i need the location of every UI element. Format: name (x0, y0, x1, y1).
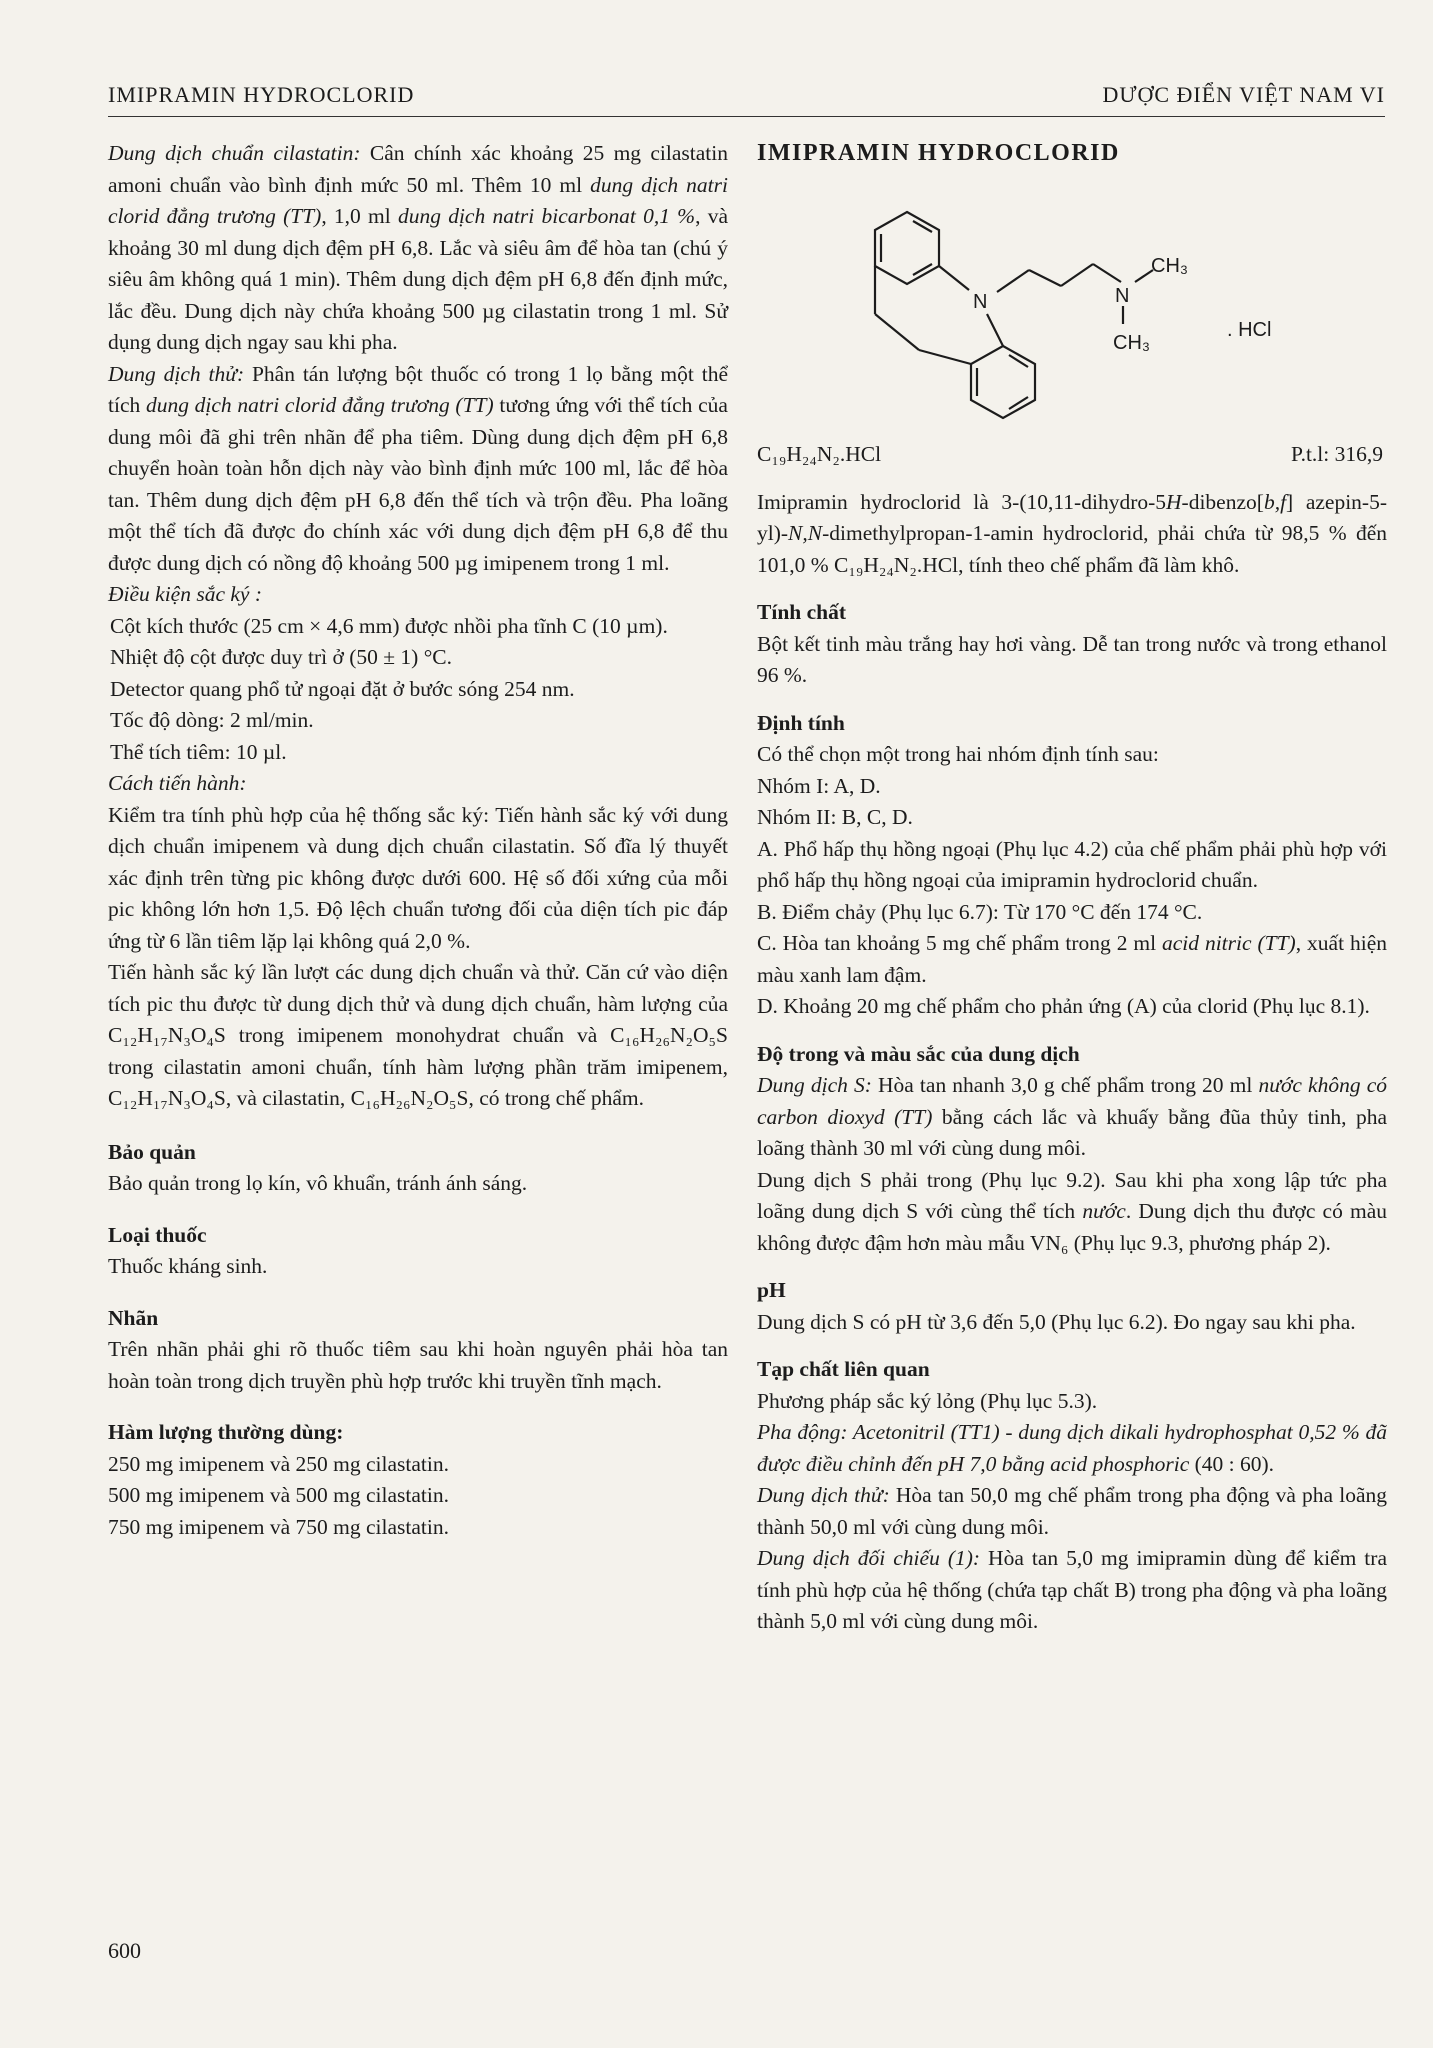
reagent-italic: dung dịch natri clorid đẳng trương (TT) (145, 393, 494, 417)
text: , xuất hiện màu xanh lam đậm. (757, 931, 1387, 987)
text: -dimethylpropan-1-amin hydroclorid, phải chứa từ 98,5 % đến 101,0 % C₁₉H₂₄N₂.HCl, tính theo chế phẩm đã làm khô. (757, 521, 1387, 577)
chemical-formula: C₁₂H₁₇N₃O₄S (108, 1086, 226, 1110)
text: Cân chính xác khoảng 25 mg cilastatin amoni chuẩn vào bình định mức 50 ml. Thêm 10 ml (108, 141, 728, 197)
hcl-salt-label: . HCl (1227, 318, 1272, 341)
strength-line: 500 mg imipenem và 500 mg cilastatin. (108, 1483, 449, 1507)
text: , và cilastatin, (225, 1086, 351, 1110)
ring-nitrogen-label: N (973, 290, 988, 313)
chemical-formula: C₁₂H₁₇N₃O₄S (108, 1023, 226, 1047)
strength-heading: Hàm lượng thường dùng: (108, 1420, 344, 1444)
properties-heading: Tính chất (757, 600, 847, 624)
test-solution-paragraph (108, 359, 728, 580)
drug-class-heading: Loại thuốc (108, 1222, 207, 1247)
procedure-paragraph (108, 957, 728, 1115)
chrom-flow-line: Tốc độ dòng: 2 ml/min. (110, 708, 314, 732)
std-cilastatin-paragraph (108, 138, 728, 359)
related-method-line: Phương pháp sắc ký lỏng (Phụ lục 5.3). (757, 1388, 1098, 1413)
reagent-italic: dung dịch natri clorid đẳng trương (TT) (108, 172, 728, 228)
identification-test-c (757, 928, 1387, 991)
page-number: 600 (108, 1938, 141, 1963)
identification-test-d: D. Khoảng 20 mg chế phẩm cho phản ứng (A) của clorid (Phụ lục 8.1). (757, 994, 1370, 1018)
header-rule (108, 116, 1385, 117)
methyl-bottom-label: CH₃ (1113, 331, 1151, 354)
molecular-weight: P.t.l: 316,9 (1291, 441, 1383, 466)
text: Tiến hành sắc ký lần lượt các dung dịch chuẩn và thử. Căn cứ vào diện tích pic thu được từ dung dịch thử và dung dịch chuẩn, hàm lượng của (108, 960, 728, 1016)
solution-s-paragraph (757, 1070, 1387, 1165)
chrom-column-line: Cột kích thước (25 cm × 4,6 mm) được nhồi pha tĩnh C (10 µm). (110, 613, 668, 638)
clarity-heading: Độ trong và màu sắc của dung dịch (757, 1041, 1080, 1066)
strength-line: 750 mg imipenem và 750 mg cilastatin. (108, 1514, 449, 1539)
test-solution-label: Dung dịch thử: (757, 1483, 890, 1507)
clarity-paragraph (757, 1165, 1387, 1260)
drug-class-text: Thuốc kháng sinh. (108, 1254, 268, 1278)
text: , 1,0 ml (321, 204, 398, 228)
storage-heading: Bảo quản (108, 1139, 196, 1164)
system-suitability-paragraph: Kiểm tra tính phù hợp của hệ thống sắc ký: Tiến hành sắc ký với dung dịch chuẩn imipenem và dung dịch chuẩn cilastatin. Số đĩa lý thuyết xác định trên từng pic không được dưới 600. Hệ số đối xứng của mỗi pic không lớn hơn 1,5. Độ lệch chuẩn tương đối của diện tích pic đáp ứng từ 6 lần tiêm lặp lại không quá 2,0 %. (108, 802, 728, 953)
chrom-conditions-label: Điều kiện sắc ký : (108, 582, 263, 606)
test-solution-label: Dung dịch thử: (108, 361, 245, 386)
chemical-formula: C₁₆H₂₆N₂O₅S (350, 1086, 469, 1110)
text: trong cilastatin amoni chuẩn, tính hàm lượng phần trăm imipenem, (108, 1054, 728, 1079)
text: Hòa tan 50,0 mg chế phẩm trong pha động và pha loãng thành 50,0 ml với cùng dung môi. (757, 1483, 1387, 1539)
italic-locant: b,f (1263, 489, 1287, 514)
identification-line: Nhóm II: B, C, D. (757, 805, 913, 829)
reference-solution-label: Dung dịch đối chiếu (1): (757, 1546, 981, 1570)
imipramine-structure-diagram (757, 174, 1387, 439)
identification-test-b: B. Điểm chảy (Phụ lục 6.7): Từ 170 °C đến 174 °C. (757, 899, 1203, 924)
definition-paragraph (757, 487, 1387, 582)
identification-line: Nhóm I: A, D. (757, 773, 881, 798)
chrom-detector-line: Detector quang phổ tử ngoại đặt ở bước sóng 254 nm. (110, 676, 575, 701)
text: Dung dịch S phải trong (Phụ lục 9.2). Sau khi pha xong lập tức pha loãng dung dịch S với cùng thể tích (757, 1167, 1387, 1223)
text: tương ứng với thể tích của dung môi đã ghi trên nhãn để pha tiêm. Dùng dung dịch đệm pH 6,8 chuyển hoàn toàn hỗn dịch này vào bình định mức 100 ml, lắc để hòa tan. Thêm dung dịch đệm pH 6,8 đến thể tích và trộn đều. Pha loãng một thể tích đã được đo chính xác với dung dịch đệm pH 6,8 để thu được dung dịch có nồng độ khoảng 500 µg imipenem trong 1 ml. (108, 393, 728, 575)
text: . Dung dịch thu được có màu không được đậm hơn màu mẫu VN₆ (Phụ lục 9.3, phương pháp 2). (757, 1199, 1387, 1255)
formula-row (757, 439, 1387, 473)
ph-heading: pH (757, 1278, 786, 1302)
properties-text: Bột kết tinh màu trắng hay hơi vàng. Dễ tan trong nước và trong ethanol 96 %. (757, 631, 1387, 687)
mobile-phase-paragraph (757, 1417, 1387, 1480)
text: , và khoảng 30 ml dung dịch đệm pH 6,8. Lắc và siêu âm để hòa tan (chú ý siêu âm không quá 1 min). Thêm dung dịch đệm pH 6,8 đến định mức, lắc đều. Dung dịch này chứa khoảng 500 µg cilastatin trong 1 ml. Sử dụng dung dịch ngay sau khi pha. (108, 204, 728, 354)
text: Hòa tan 5,0 mg imipramin dùng để kiểm tra tính phù hợp của hệ thống (chứa tạp chất B) trong pha động và pha loãng thành 5,0 ml với cùng dung môi. (757, 1546, 1387, 1633)
text: ] azepin-5-yl)- (757, 489, 1387, 545)
header-book-title: DƯỢC ĐIỂN VIỆT NAM VI (1102, 82, 1385, 107)
text: , có trong chế phẩm. (468, 1086, 645, 1110)
reagent-italic: acid nitric (TT) (1162, 931, 1296, 955)
chrom-injection-line: Thể tích tiêm: 10 µl. (110, 739, 287, 764)
solution-s-label: Dung dịch S: (757, 1073, 872, 1097)
monograph-title: IMIPRAMIN HYDROCLORID (757, 140, 1120, 166)
molecular-formula: C₁₉H₂₄N₂.HCl (757, 441, 882, 466)
reagent-italic: dung dịch natri bicarbonat 0,1 % (397, 204, 696, 228)
mobile-phase-composition: Acetonitril (TT1) - dung dịch dikali hydrophosphat 0,52 % đã được điều chỉnh đến pH 7,0 bằng acid phosphoric (757, 1420, 1387, 1476)
chemical-structure (757, 174, 1387, 439)
text: Hòa tan nhanh 3,0 g chế phẩm trong 20 ml (871, 1073, 1259, 1097)
identification-heading: Định tính (757, 710, 845, 735)
strength-line: 250 mg imipenem và 250 mg cilastatin. (108, 1451, 449, 1476)
right-column (757, 138, 1387, 1638)
mobile-phase-label: Pha động: (757, 1420, 848, 1444)
text: trong imipenem monohydrat chuẩn và (225, 1023, 611, 1047)
reference-solution-paragraph (757, 1543, 1387, 1638)
chrom-temperature-line: Nhiệt độ cột được duy trì ở (50 ± 1) °C. (110, 645, 453, 669)
std-cilastatin-label: Dung dịch chuẩn cilastatin: (108, 141, 361, 165)
text: C. Hòa tan khoảng 5 mg chế phẩm trong 2 ml (757, 931, 1163, 955)
text: bằng cách lắc và khuấy bằng đũa thủy tinh, pha loãng thành 30 ml với cùng dung môi. (757, 1104, 1388, 1160)
related-test-solution-paragraph (757, 1480, 1387, 1543)
italic-locant: H (1166, 489, 1182, 514)
chemical-formula: C₁₆H₂₆N₂O₅S (610, 1023, 728, 1047)
text: Phân tán lượng bột thuốc có trong 1 lọ bằng một thể tích (108, 361, 728, 417)
identification-line: Có thể chọn một trong hai nhóm định tính sau: (757, 742, 1159, 766)
ph-text: Dung dịch S có pH từ 3,6 đến 5,0 (Phụ lục 6.2). Đo ngay sau khi pha. (757, 1309, 1356, 1334)
identification-test-a: A. Phổ hấp thụ hồng ngoại (Phụ lục 4.2) của chế phẩm phải phù hợp với phổ hấp thụ hồng ngoại của imipramin hydroclorid chuẩn. (757, 836, 1387, 892)
storage-text: Bảo quản trong lọ kín, vô khuẩn, tránh ánh sáng. (108, 1171, 528, 1195)
text: (40 : 60). (1189, 1451, 1275, 1476)
running-header (108, 82, 1385, 118)
italic-locant: N,N (788, 521, 823, 545)
header-monograph-title: IMIPRAMIN HYDROCLORID (108, 82, 415, 107)
left-column (108, 138, 728, 1543)
reagent-italic: nước (1082, 1199, 1126, 1223)
label-heading: Nhãn (108, 1305, 159, 1330)
methyl-top-label: CH₃ (1151, 254, 1189, 277)
related-substances-heading: Tạp chất liên quan (757, 1357, 930, 1381)
text: Imipramin hydroclorid là 3-(10,11-dihydro-5 (757, 489, 1167, 514)
label-text: Trên nhãn phải ghi rõ thuốc tiêm sau khi hoàn nguyên phải hòa tan hoàn toàn trong dịch truyền phù hợp trước khi truyền tĩnh mạch. (108, 1337, 728, 1393)
procedure-label: Cách tiến hành: (108, 771, 247, 795)
reagent-italic: nước không có carbon dioxyd (TT) (757, 1073, 1387, 1129)
amine-nitrogen-label: N (1115, 284, 1130, 307)
text: -dibenzo[ (1181, 489, 1264, 514)
